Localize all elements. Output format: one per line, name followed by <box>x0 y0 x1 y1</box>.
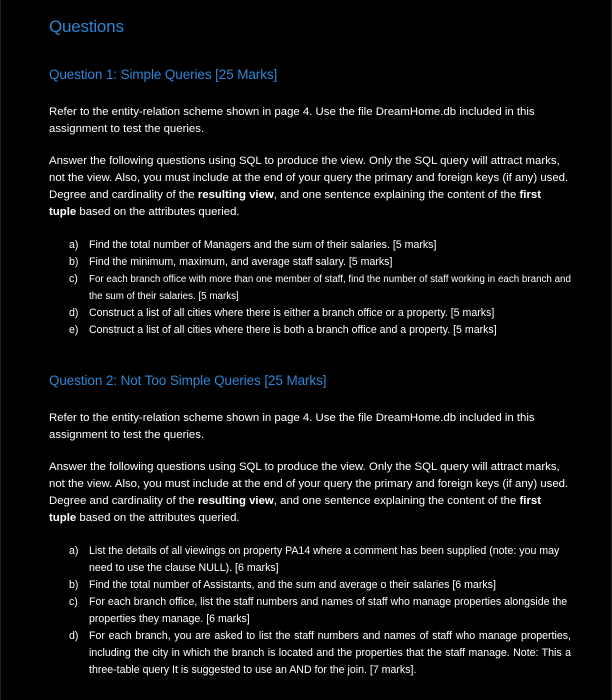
item-label: d) <box>69 307 79 319</box>
question-1-heading: Question 1: Simple Queries [25 Marks] <box>49 67 278 82</box>
item-label: b) <box>69 579 79 591</box>
question-2-list <box>49 543 571 679</box>
item-label: a) <box>69 545 79 557</box>
instr-bold: resulting view <box>197 189 274 201</box>
list-item <box>49 594 571 628</box>
list-item <box>49 271 571 305</box>
item-label: e) <box>69 324 79 336</box>
list-item <box>49 577 571 594</box>
item-label: c) <box>69 273 78 285</box>
item-text: Find the total number of Managers and the sum of their salaries. [5 marks] <box>89 239 437 251</box>
instr-bold: first tuple <box>49 495 542 524</box>
list-item <box>49 237 571 254</box>
item-text: Find the minimum, maximum, and average staff salary. [5 marks] <box>89 256 393 268</box>
question-1-instructions <box>49 153 569 221</box>
item-label: c) <box>69 596 78 608</box>
item-text: For each branch, you are asked to list the staff numbers and names of staff who manage properties, including the city in which the branch is located and the properties that the staff manage. Note: This a three-table query It is suggested to use an AND for the join. [7 marks]. <box>89 630 571 676</box>
list-item <box>49 322 571 339</box>
list-item <box>49 254 571 271</box>
instr-text: , and one sentence explaining the content of the <box>273 495 520 507</box>
question-2-instructions <box>49 459 569 527</box>
item-text: Construct a list of all cities where there is either a branch office or a property. [5 marks] <box>89 307 495 319</box>
question-1-list <box>49 237 571 339</box>
item-text: Construct a list of all cities where there is both a branch office and a property. [5 marks] <box>89 324 497 336</box>
page-title: Questions <box>49 17 124 36</box>
instr-text: based on the attributes queried. <box>76 206 240 218</box>
item-text: For each branch office, list the staff numbers and names of staff who manage properties alongside the properties they manage. [6 marks] <box>89 596 568 625</box>
question-2-heading: Question 2: Not Too Simple Queries [25 Marks] <box>49 373 327 388</box>
instr-text: Answer the following questions using SQL to produce the view. Only the SQL query will attract marks, not the view. Also, you must include at the end of your query the primary and foreign keys (if any) used. Degree and cardinality of the <box>49 461 569 507</box>
instr-bold: resulting view <box>197 495 274 507</box>
item-label: d) <box>69 630 79 642</box>
instr-text: , and one sentence explaining the content of the <box>273 189 520 201</box>
item-text: List the details of all viewings on property PA14 where a comment has been supplied (note: you may need to use the clause NULL). [6 marks] <box>89 545 560 574</box>
question-1-intro: Refer to the entity-relation scheme shown in page 4. Use the file DreamHome.db included in this assignment to test the queries. <box>49 106 535 135</box>
item-text: For each branch office with more than one member of staff, find the number of staff working in each branch and the sum of their salaries. [5 marks] <box>89 274 571 302</box>
list-item <box>49 305 571 322</box>
list-item <box>49 543 571 577</box>
list-item <box>49 628 571 679</box>
instr-bold: first tuple <box>49 189 542 218</box>
question-2-intro: Refer to the entity-relation scheme shown in page 4. Use the file DreamHome.db included in this assignment to test the queries. <box>49 412 535 441</box>
item-label: a) <box>69 239 79 251</box>
item-label: b) <box>69 256 79 268</box>
item-text: Find the total number of Assistants, and the sum and average o their salaries [6 marks] <box>89 579 496 591</box>
instr-text: Answer the following questions using SQL to produce the view. Only the SQL query will attract marks, not the view. Also, you must include at the end of your query the primary and foreign keys (if any) used. Degree and cardinality of the <box>49 155 569 201</box>
instr-text: based on the attributes queried. <box>76 512 240 524</box>
